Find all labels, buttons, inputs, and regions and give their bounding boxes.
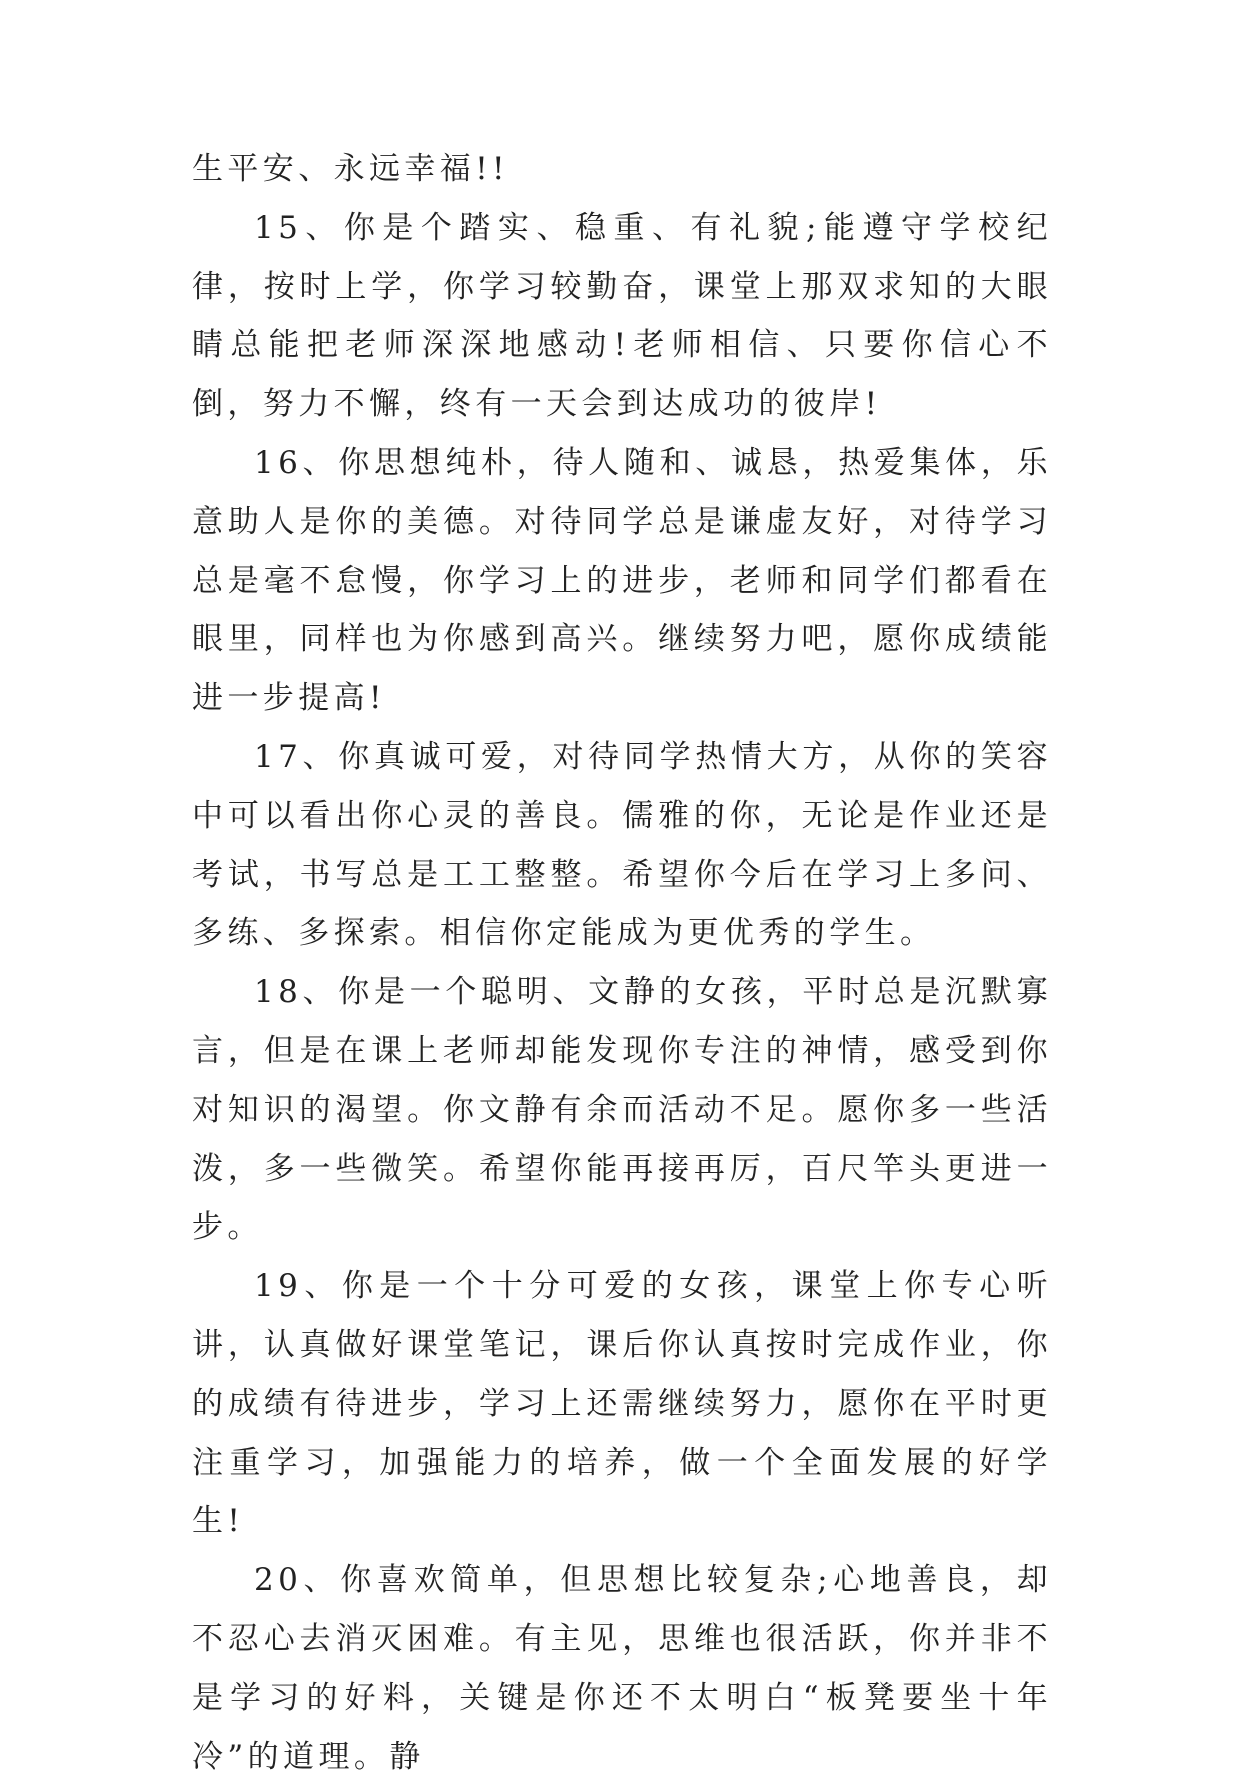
paragraph-16: 16、你思想纯朴，待人随和、诚恳，热爱集体，乐意助人是你的美德。对待同学总是谦虚友好，对待学习总是毫不怠慢，你学习上的进步，老师和同学们都看在眼里，同样也为你感到高兴。继续努力吧，愿你成绩能进一步提高! (192, 444, 1052, 717)
paragraph-15: 15、你是个踏实、稳重、有礼貌;能遵守学校纪律，按时上学，你学习较勤奋，课堂上那双求知的大眼睛总能把老师深深地感动!老师相信、只要你信心不倒，努力不懈，终有一天会到达成功的彼岸! (192, 209, 1052, 423)
paragraph-17: 17、你真诚可爱，对待同学热情大方，从你的笑容中可以看出你心灵的善良。儒雅的你，无论是作业还是考试，书写总是工工整整。希望你今后在学习上多问、多练、多探索。相信你定能成为更优秀的学生。 (192, 738, 1052, 952)
paragraph-19: 19、你是一个十分可爱的女孩，课堂上你专心听讲，认真做好课堂笔记，课后你认真按时完成作业，你的成绩有待进步，学习上还需继续努力，愿你在平时更注重学习，加强能力的培养，做一个全面发展的好学生! (192, 1268, 1052, 1540)
paragraph-18: 18、你是一个聪明、文静的女孩，平时总是沉默寡言，但是在课上老师却能发现你专注的神情，感受到你对知识的渴望。你文静有余而活动不足。愿你多一些活泼，多一些微笑。希望你能再接再厉，百尺竿头更进一步。 (192, 974, 1052, 1246)
paragraph-20: 20、你喜欢简单，但思想比较复杂;心地善良，却不忍心去消灭困难。有主见，思维也很活跃，你并非不是学习的好料，关键是你还不太明白“板凳要坐十年冷”的道理。静 (192, 1562, 1052, 1775)
document-page (192, 140, 1052, 1786)
paragraph-14-continuation: 生平安、永远幸福!! (192, 151, 509, 187)
